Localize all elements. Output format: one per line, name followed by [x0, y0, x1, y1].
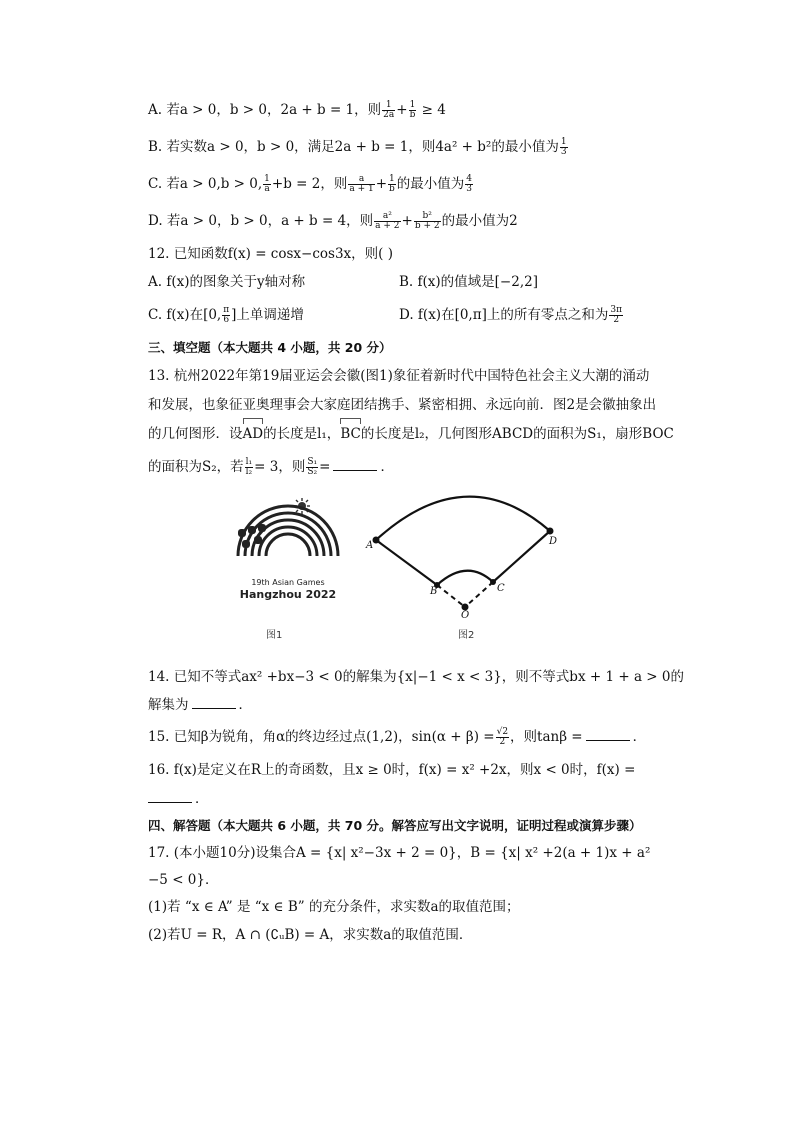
- option-b-text: B. 若实数a > 0，b > 0，满足2a + b = 1，则4a² + b²的最小值为: [148, 139, 559, 155]
- q12-option-c: C. f(x)在[0, $\frac{\pi}{6}$ ]上单调递增: [148, 305, 304, 325]
- point-label-a: A: [366, 540, 374, 551]
- arc-bc: BC: [340, 426, 361, 442]
- question-12: 12. 已知函数f(x) = cosx−cos3x，则( ): [148, 246, 393, 262]
- point-label-b: B: [430, 586, 438, 597]
- question-17-part-1: (1)若 “x ∈ A” 是 “x ∈ B” 的充分条件，求实数a的取值范围；: [148, 899, 520, 915]
- q12-option-b: B. f(x)的值域是[−2,2]: [399, 274, 538, 290]
- question-13-line-1: 13. 杭州2022年第19届亚运会会徽(图1)象征着新时代中国特色社会主义大潮的涌动: [148, 368, 650, 384]
- fraction: $\frac{\text{S₁}}{\text{S₂}}$: [307, 457, 318, 477]
- question-16-line-1: 16. f(x)是定义在R上的奇函数，且x ≥ 0时，f(x) = x² +2x，则x < 0时，f(x) =: [148, 762, 636, 778]
- arc-inner: [437, 571, 493, 585]
- question-16-line-2: ．: [148, 789, 209, 809]
- q12-option-a: A. f(x)的图象关于y轴对称: [148, 274, 306, 290]
- figure-2-diagram: [360, 488, 570, 623]
- question-14-line-1: 14. 已知不等式ax² +bx−3 < 0的解集为{x|−1 < x < 3}，则不等式bx + 1 + a > 0的: [148, 669, 684, 685]
- fraction: $\frac{1}{b}$: [389, 174, 395, 194]
- fraction: $\frac{\text{b²}}{b + 2}$: [414, 211, 440, 231]
- answer-blank: [586, 728, 630, 741]
- fraction: $\frac{√2}{2}$: [496, 727, 509, 747]
- point-label-o: O: [461, 610, 470, 621]
- arc-outer: [376, 497, 550, 540]
- fraction: $\frac{a}{a + 1}$: [349, 174, 374, 194]
- point-label-c: C: [497, 583, 505, 594]
- fraction: $\frac{\text{l₁}}{\text{l₂}}$: [245, 457, 253, 477]
- option-a: A. 若a > 0，b > 0，2a + b = 1，则 $\frac{1}{2a}$ + $\frac{1}{b}$ ≥ 4: [148, 100, 446, 120]
- question-13-line-3: 的几何图形．设AD的长度是l₁，BC的长度是l₂，几何图形ABCD的面积为S₁，扇形BOC: [148, 426, 674, 442]
- q12-option-d: D. f(x)在[0,π]上的所有零点之和为 $\frac{3\pi}{2}$: [399, 305, 623, 325]
- fraction: $\frac{\text{a²}}{a + 2}$: [375, 211, 400, 231]
- question-14-line-2: 解集为 ．: [148, 697, 252, 713]
- fraction: $\frac{1}{2a}$: [383, 100, 395, 120]
- option-d: D. 若a > 0，b > 0，a + b = 4，则 $\frac{\text{a²}}{a + 2}$ + $\frac{\text{b²}}{b + 2}$ 的最小值为2: [148, 211, 518, 231]
- question-13-line-4: 的面积为S₂，若 $\frac{\text{l₁}}{\text{l₂}}$ = 3，则 $\frac{\text{S₁}}{\text{S₂}}$ = ．: [148, 457, 394, 477]
- point-label-d: D: [549, 536, 558, 547]
- option-b: [148, 137, 569, 157]
- fraction: $\frac{3\pi}{2}$: [610, 305, 623, 325]
- logo-text-line-1: 19th Asian Games: [251, 578, 325, 587]
- option-a-text: A. 若a > 0，b > 0，2a + b = 1，则: [148, 102, 382, 118]
- question-13-line-2: 和发展，也象征亚奥理事会大家庭团结携手、紧密相拥、永远向前．图2是会徽抽象出: [148, 397, 657, 413]
- figure-1-logo: [228, 496, 348, 606]
- option-c: C. 若a > 0,b > 0, $\frac{1}{a}$ +b = 2，则 $\frac{a}{a + 1}$ + $\frac{1}{b}$ 的最小值为 $\frac{4}{3}$: [148, 174, 473, 194]
- sector-diagram: [360, 488, 570, 623]
- logo-text-line-2: Hangzhou 2022: [239, 588, 337, 601]
- question-17-part-2: (2)若U = R，A ∩ (∁ᵤB) = A，求实数a的取值范围．: [148, 927, 473, 943]
- fraction: $\frac{\pi}{6}$: [223, 305, 230, 325]
- fraction: $\frac{1}{a}$: [264, 174, 270, 194]
- fraction: $\frac{4}{3}$: [466, 174, 473, 194]
- section-answer-title: 四、解答题（本大题共 6 小题，共 70 分。解答应写出文字说明，证明过程或演算步骤）: [148, 818, 642, 833]
- question-17-line-2: −5 < 0}．: [148, 872, 219, 888]
- figure-2-caption: 图2: [458, 630, 475, 641]
- arc-ad: AD: [242, 426, 264, 442]
- section-fill-in-title: 三、填空题（本大题共 4 小题，共 20 分）: [148, 340, 392, 355]
- answer-blank: [148, 790, 192, 803]
- fraction: $\frac{1}{3}$: [560, 137, 567, 157]
- question-15: 15. 已知β为锐角，角α的终边经过点(1,2)，sin(α + β) = $\frac{√2}{2}$ ，则tanβ = ．: [148, 727, 647, 747]
- answer-blank: [333, 458, 377, 471]
- question-17-line-1: 17. (本小题10分)设集合A = {x| x²−3x + 2 = 0}，B = {x| x² +2(a + 1)x + a²: [148, 845, 651, 861]
- answer-blank: [192, 696, 236, 709]
- figure-1-caption: 图1: [266, 630, 283, 641]
- fraction: $\frac{1}{b}$: [409, 100, 416, 120]
